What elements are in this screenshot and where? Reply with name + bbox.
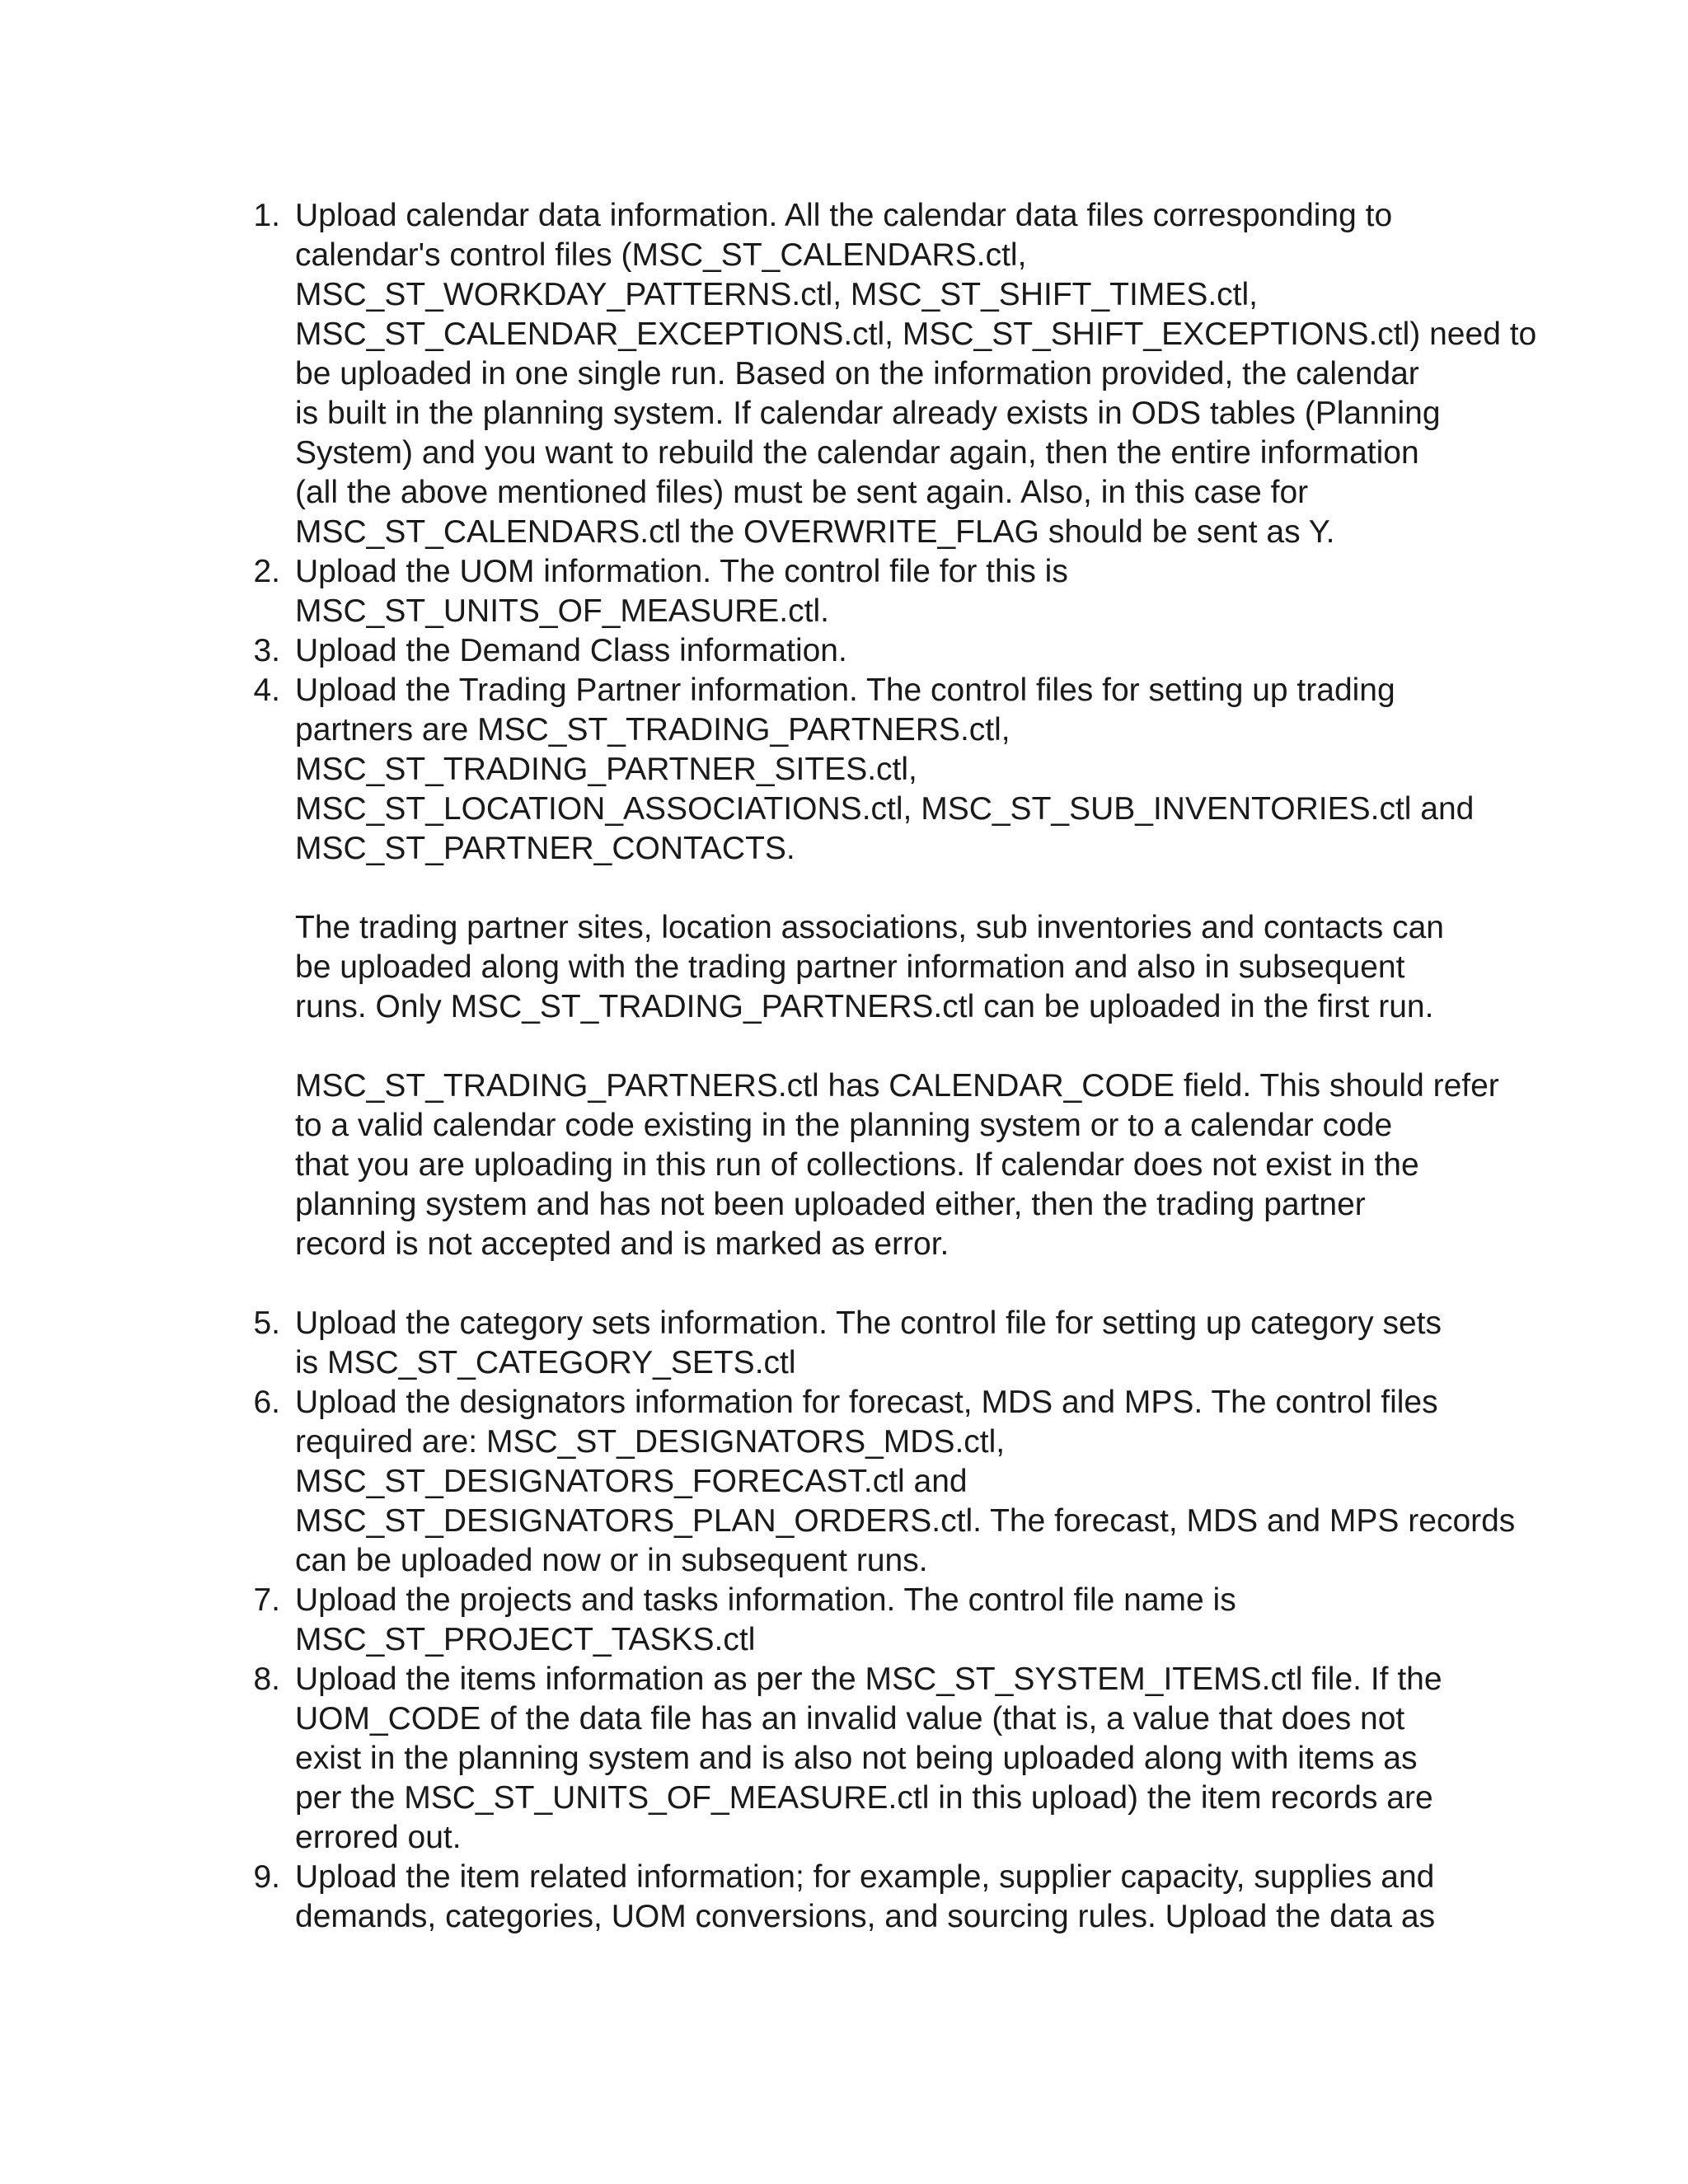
text-line: Upload the item related information; for example, supplier capacity, supplies and [295, 1859, 1435, 1895]
text-line: Upload the category sets information. The control file for setting up category sets [295, 1305, 1442, 1341]
text-line: Upload the items information as per the MSC_ST_SYSTEM_ITEMS.ctl file. If the [295, 1661, 1442, 1697]
list-item [231, 1581, 1484, 1660]
list-item [231, 1858, 1484, 1937]
text-line: MSC_ST_PROJECT_TASKS.ctl [295, 1622, 756, 1657]
list-item-number: 8. [253, 1661, 280, 1697]
paragraph-spacer [295, 869, 1484, 908]
text-line: Upload the Demand Class information. [295, 633, 847, 668]
text-line: MSC_ST_TRADING_PARTNERS.ctl has CALENDAR_CODE field. This should refer [295, 1068, 1499, 1104]
list-item-number: 7. [253, 1582, 280, 1618]
text-line: MSC_ST_CALENDAR_EXCEPTIONS.ctl, MSC_ST_SHIFT_EXCEPTIONS.ctl) need to [295, 316, 1537, 352]
text-line: MSC_ST_TRADING_PARTNER_SITES.ctl, [295, 752, 917, 787]
text-line: MSC_ST_LOCATION_ASSOCIATIONS.ctl, MSC_ST_SUB_INVENTORIES.ctl and [295, 791, 1475, 827]
text-line: MSC_ST_DESIGNATORS_PLAN_ORDERS.ctl. The forecast, MDS and MPS records [295, 1503, 1516, 1539]
text-line: MSC_ST_DESIGNATORS_FORECAST.ctl and [295, 1464, 968, 1499]
text-line: exist in the planning system and is also not being uploaded along with items as [295, 1741, 1418, 1776]
text-line: Upload the Trading Partner information. The control files for setting up trading [295, 673, 1395, 708]
text-line: MSC_ST_CALENDARS.ctl the OVERWRITE_FLAG should be sent as Y. [295, 514, 1335, 550]
text-line: Upload the designators information for forecast, MDS and MPS. The control files [295, 1385, 1438, 1420]
text-line: calendar's control files (MSC_ST_CALENDARS.ctl, [295, 237, 1027, 273]
text-line: demands, categories, UOM conversions, and sourcing rules. Upload the data as [295, 1899, 1436, 1934]
text-line: runs. Only MSC_ST_TRADING_PARTNERS.ctl can be uploaded in the first run. [295, 989, 1434, 1024]
list-item [231, 671, 1499, 1304]
text-line: partners are MSC_ST_TRADING_PARTNERS.ctl, [295, 712, 1010, 748]
text-line: errored out. [295, 1820, 462, 1855]
paragraph-spacer [295, 1027, 1484, 1066]
text-line: record is not accepted and is marked as error. [295, 1226, 950, 1262]
list-item [231, 1660, 1484, 1858]
text-line: planning system and has not been uploaded either, then the trading partner [295, 1187, 1366, 1222]
text-line: is MSC_ST_CATEGORY_SETS.ctl [295, 1345, 796, 1380]
text-line: MSC_ST_PARTNER_CONTACTS. [295, 831, 795, 866]
text-line: per the MSC_ST_UNITS_OF_MEASURE.ctl in this upload) the item records are [295, 1780, 1433, 1816]
list-item [231, 196, 1537, 552]
list-item-number: 5. [253, 1305, 280, 1341]
text-line: can be uploaded now or in subsequent runs. [295, 1543, 928, 1578]
text-line: be uploaded along with the trading partner information and also in subsequent [295, 949, 1405, 985]
text-line: required are: MSC_ST_DESIGNATORS_MDS.ctl, [295, 1424, 1006, 1460]
text-line: be uploaded in one single run. Based on the information provided, the calendar [295, 356, 1419, 391]
list-item [231, 631, 1484, 671]
list-item-number: 1. [253, 198, 280, 233]
numbered-list [231, 196, 1537, 1937]
list-item [231, 1383, 1516, 1581]
paragraph-spacer [295, 1264, 1484, 1304]
list-item-number: 4. [253, 673, 280, 708]
list-item [231, 1304, 1484, 1383]
text-line: MSC_ST_UNITS_OF_MEASURE.ctl. [295, 593, 829, 629]
text-line: System) and you want to rebuild the calendar again, then the entire information [295, 435, 1419, 471]
list-item-number: 3. [253, 633, 280, 668]
list-item-number: 9. [253, 1859, 280, 1895]
text-line: Upload the projects and tasks information. The control file name is [295, 1582, 1236, 1618]
text-line: to a valid calendar code existing in the planning system or to a calendar code [295, 1108, 1393, 1143]
text-line: UOM_CODE of the data file has an invalid value (that is, a value that does not [295, 1701, 1405, 1736]
text-line: (all the above mentioned files) must be sent again. Also, in this case for [295, 475, 1309, 510]
text-line: that you are uploading in this run of collections. If calendar does not exist in the [295, 1147, 1419, 1183]
text-line: The trading partner sites, location associations, sub inventories and contacts can [295, 910, 1444, 945]
text-line: Upload calendar data information. All the calendar data files corresponding to [295, 198, 1393, 233]
text-line: MSC_ST_WORKDAY_PATTERNS.ctl, MSC_ST_SHIFT_TIMES.ctl, [295, 277, 1259, 312]
list-item [231, 552, 1484, 631]
list-item-number: 6. [253, 1385, 280, 1420]
text-line: Upload the UOM information. The control file for this is [295, 554, 1068, 589]
text-line: is built in the planning system. If calendar already exists in ODS tables (Planning [295, 396, 1441, 431]
list-item-number: 2. [253, 554, 280, 589]
